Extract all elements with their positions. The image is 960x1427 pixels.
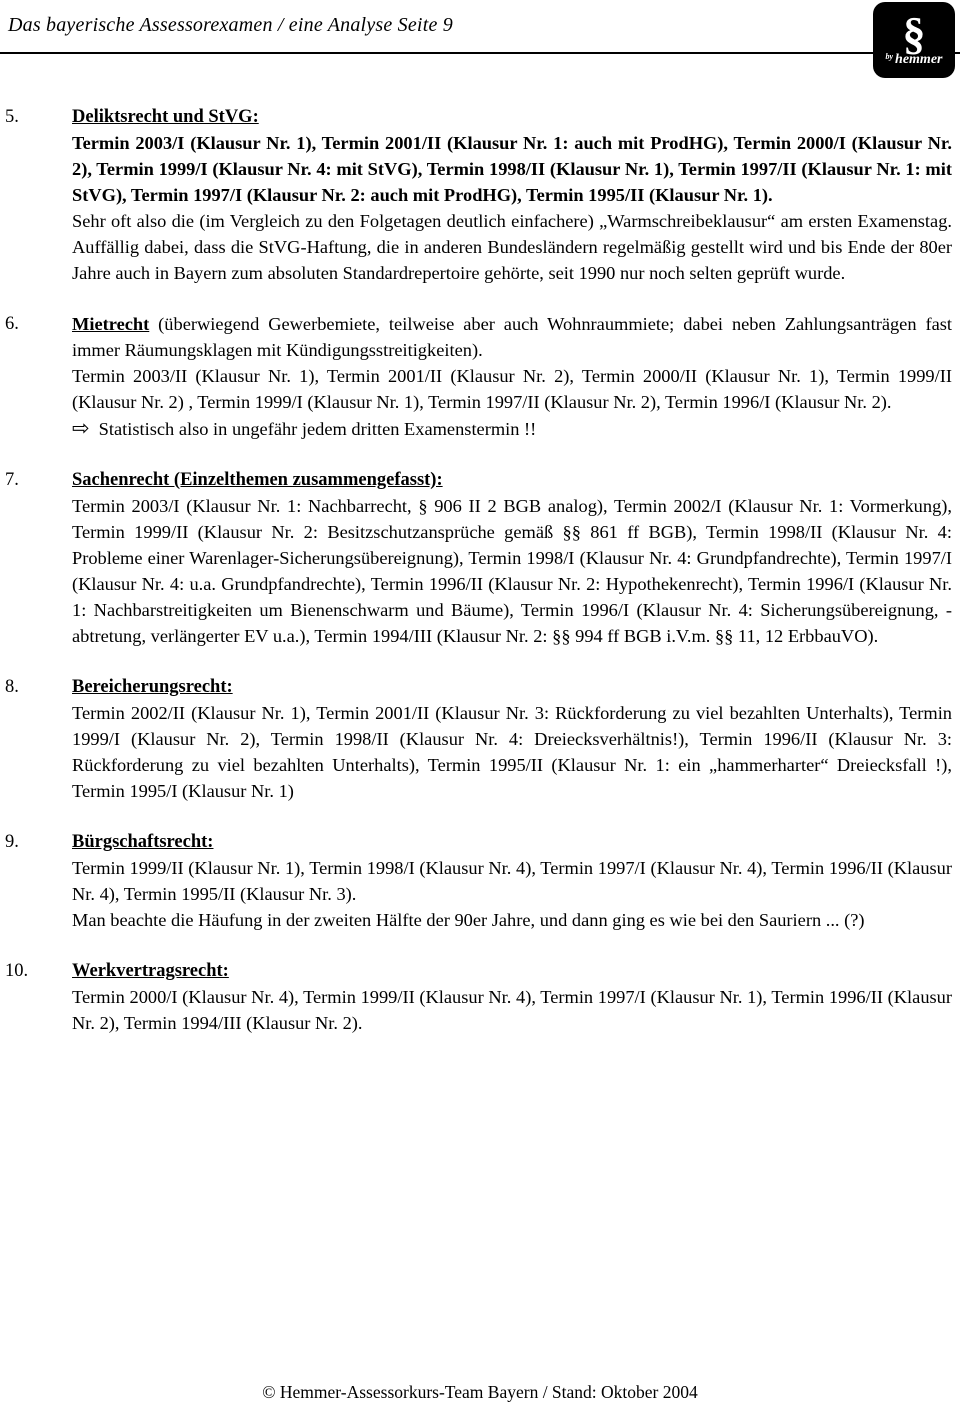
logo-by-label: by <box>885 52 894 61</box>
section-content <box>72 311 952 442</box>
section-9-buergschaftsrecht <box>5 829 952 933</box>
commentary-paragraph: Sehr oft also die (im Vergleich zu den Folgetagen deutlich einfachere) „Warmschreibeklausur“ am ersten Examenstag. Auffällig dabei, dass die StVG-Haftung, die in anderen Bundesländern regelmäßig gestellt wird und bis Ende der 80er Jahre auch in Bayern zum absoluten Standardrepertoire gehörte, seit 1990 nur noch selten geprüft wurde. <box>72 211 952 283</box>
termine-paragraph: Termin 2000/I (Klausur Nr. 4), Termin 1999/II (Klausur Nr. 4), Termin 1997/I (Klausur Nr. 1), Termin 1996/II (Klausur Nr. 2), Termin 1994/III (Klausur Nr. 2). <box>72 987 952 1033</box>
section-number: 8. <box>5 677 19 697</box>
statistic-note-text: Statistisch also in ungefähr jedem dritten Examenstermin !! <box>98 419 537 439</box>
section-heading: Deliktsrecht und StVG: <box>72 107 259 127</box>
page-header <box>0 0 960 54</box>
section-10-werkvertragsrecht <box>5 958 952 1036</box>
page-header-title: Das bayerische Assessorexamen / eine Analyse Seite 9 <box>8 14 453 36</box>
logo-name-label: hemmer <box>895 52 943 67</box>
section-heading: Bereicherungsrecht: <box>72 677 233 697</box>
section-content <box>72 958 952 1036</box>
termine-paragraph: Termin 2003/I (Klausur Nr. 1), Termin 2001/II (Klausur Nr. 1: auch mit ProdHG), Termin 2000/I (Klausur Nr. 2), Termin 1999/I (Klausur Nr. 4: mit StVG), Termin 1998/II (Klausur Nr. 1), Termin 1997/II (Klausur Nr. 1: mit StVG), Termin 1997/I (Klausur Nr. 2: auch mit ProdHG), Termin 1995/II (Klausur Nr. 1). <box>72 133 952 205</box>
section-heading: Werkvertragsrecht: <box>72 961 229 981</box>
section-5-deliktsrecht <box>5 104 952 286</box>
section-sign-icon: § <box>902 8 926 59</box>
section-content <box>72 467 952 649</box>
arrow-right-icon: ⇨ <box>72 416 90 440</box>
heading-continuation: (überwiegend Gewerbemiete, teilweise aber auch Wohnraummiete; dabei neben Zahlungsanträgen fast immer Räumungsklagen mit Kündigungsstreitigkeiten). <box>72 314 952 360</box>
page-footer <box>0 1382 960 1403</box>
copyright-line: © Hemmer-Assessorkurs-Team Bayern / Stand: Oktober 2004 <box>262 1382 698 1402</box>
section-7-sachenrecht <box>5 467 952 649</box>
section-content <box>72 829 952 933</box>
section-number: 5. <box>5 107 19 127</box>
section-8-bereicherungsrecht <box>5 674 952 804</box>
section-heading: Mietrecht <box>72 314 150 334</box>
hemmer-logo-wordmark <box>885 53 942 67</box>
section-content <box>72 104 952 286</box>
commentary-paragraph: Man beachte die Häufung in der zweiten Hälfte der 90er Jahre, und dann ging es wie bei den Sauriern ... (?) <box>72 910 865 930</box>
document-body <box>0 54 960 1036</box>
section-6-mietrecht <box>5 311 952 442</box>
section-number: 9. <box>5 832 19 852</box>
section-heading: Sachenrecht (Einzelthemen zusammengefasst): <box>72 470 443 490</box>
section-number: 10. <box>5 961 29 981</box>
termine-paragraph: Termin 2003/I (Klausur Nr. 1: Nachbarrecht, § 906 II 2 BGB analog), Termin 2002/I (Klausur Nr. 1: Vormerkung), Termin 1999/II (Klausur Nr. 2: Besitzschutzansprüche gemäß §§ 861 ff BGB), Termin 1998/II (Klausur Nr. 4: Probleme einer Warenlager-Sicherungsübereignung), Termin 1998/I (Klausur Nr. 4: Grundpfandrechte), Termin 1997/I (Klausur Nr. 4: u.a. Grundpfandrechte), Termin 1996/II (Klausur Nr. 2: Hypothekenrecht), Termin 1996/I (Klausur Nr. 1: Nachbarstreitigkeiten um Bienenschwarm und Bäume), Termin 1996/I (Klausur Nr. 4: Sicherungsübereignung, -abtretung, verlängerter EV u.a.), Termin 1994/III (Klausur Nr. 2: §§ 994 ff BGB i.V.m. §§ 11, 12 ErbbauVO). <box>72 496 952 646</box>
section-heading-inline <box>72 311 952 363</box>
section-number: 6. <box>5 314 19 334</box>
hemmer-logo <box>873 2 955 78</box>
section-number: 7. <box>5 470 19 490</box>
section-content <box>72 674 952 804</box>
termine-paragraph: Termin 2002/II (Klausur Nr. 1), Termin 2001/II (Klausur Nr. 3: Rückforderung zu viel bezahlten Unterhalts), Termin 1999/I (Klausur Nr. 2), Termin 1998/II (Klausur Nr. 4: Dreiecksverhältnis!), Termin 1996/II (Klausur Nr. 3: Rückforderung zu viel bezahlten Unterhalts), Termin 1995/II (Klausur Nr. 1: ein „hammerharter“ Dreiecksfall !), Termin 1995/I (Klausur Nr. 1) <box>72 703 952 801</box>
statistic-note <box>72 415 952 442</box>
termine-paragraph: Termin 1999/II (Klausur Nr. 1), Termin 1998/I (Klausur Nr. 4), Termin 1997/I (Klausur Nr. 4), Termin 1996/II (Klausur Nr. 4), Termin 1995/II (Klausur Nr. 3). <box>72 858 952 904</box>
section-heading: Bürgschaftsrecht: <box>72 832 214 852</box>
termine-paragraph: Termin 2003/II (Klausur Nr. 1), Termin 2001/II (Klausur Nr. 2), Termin 2000/II (Klausur Nr. 1), Termin 1999/II (Klausur Nr. 2) , Termin 1999/I (Klausur Nr. 1), Termin 1997/II (Klausur Nr. 2), Termin 1996/I (Klausur Nr. 2). <box>72 366 952 412</box>
